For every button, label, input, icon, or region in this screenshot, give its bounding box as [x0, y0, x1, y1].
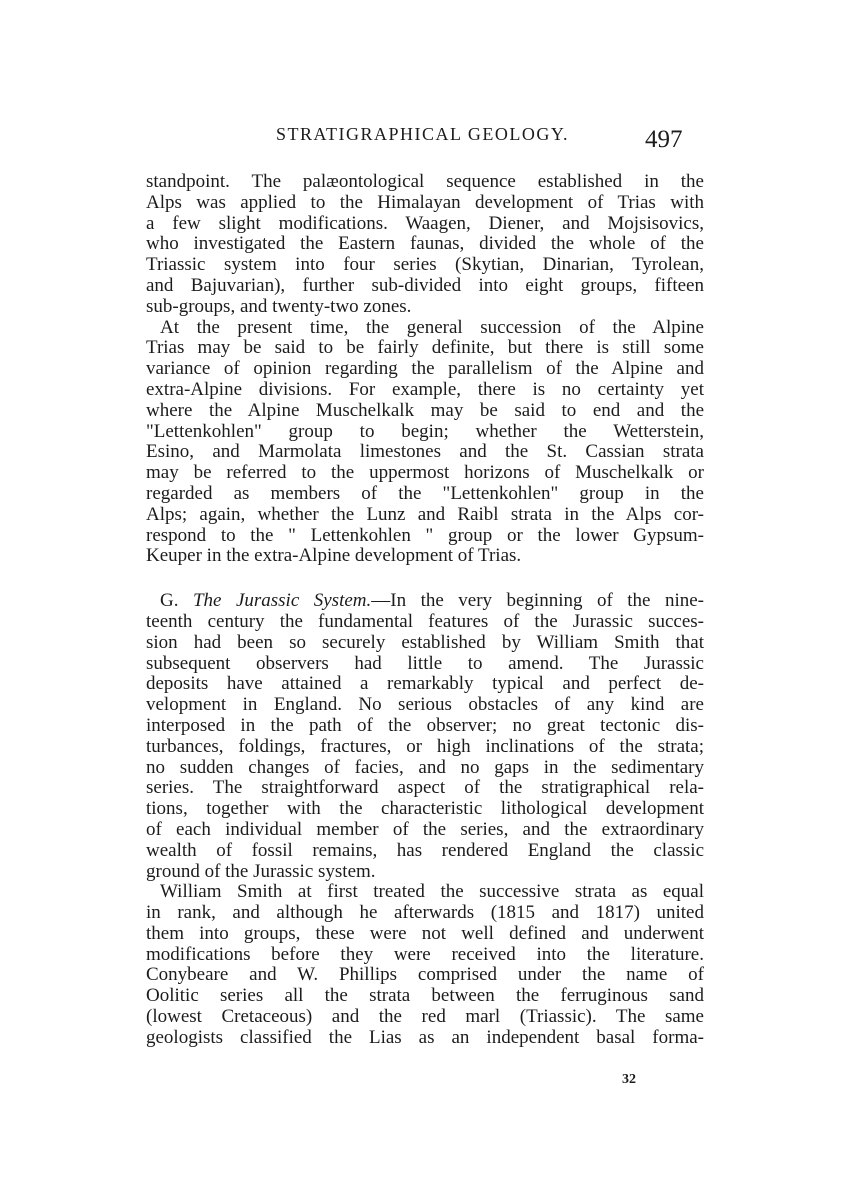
text-line: variance of opinion regarding the parallelism of the Alpine and — [146, 358, 704, 380]
text-line: William Smith at first treated the successive strata as equal — [160, 881, 704, 903]
text-line: Keuper in the extra-Alpine development of Trias. — [146, 545, 522, 567]
text-line: them into groups, these were not well defined and underwent — [146, 922, 704, 944]
text-line: Oolitic series all the strata between the ferruginous sand — [146, 985, 704, 1007]
text-line: where the Alpine Muschelkalk may be said to end and the — [146, 399, 704, 421]
text-line: standpoint. The palæontological sequence established in the — [146, 171, 704, 192]
text-line: At the present time, the general succession of the Alpine — [160, 316, 704, 338]
text-line: Alps; again, whether the Lunz and Raibl strata in the Alps cor- — [146, 503, 704, 525]
paragraph-jurassic-system — [146, 591, 704, 882]
page-number: 497 — [645, 126, 683, 153]
text-line: teenth century the fundamental features of the Jurassic succes- — [146, 610, 704, 632]
text-line: regarded as members of the "Lettenkohlen" group in the — [146, 482, 704, 504]
section-heading-text: —In the very beginning of the nine- — [371, 590, 704, 612]
text-line: interposed in the path of the observer; no great tectonic dis- — [146, 714, 704, 736]
text-line: geologists classified the Lias as an independent basal forma- — [146, 1026, 704, 1048]
body-text — [146, 172, 704, 1049]
text-line: wealth of fossil remains, has rendered England the classic — [146, 839, 704, 861]
text-line: subsequent observers had little to amend. The Jurassic — [146, 652, 704, 674]
text-line: deposits have attained a remarkably typical and perfect de- — [146, 673, 704, 695]
text-line: respond to the " Lettenkohlen " group or the lower Gypsum- — [146, 524, 704, 546]
running-title: STRATIGRAPHICAL GEOLOGY. — [276, 124, 570, 144]
section-heading-line — [146, 591, 704, 612]
paragraph-alpine-trias — [146, 318, 704, 568]
paragraph-william-smith — [146, 882, 704, 1048]
text-line: (lowest Cretaceous) and the red marl (Triassic). The same — [146, 1006, 704, 1028]
section-letter: G. — [160, 590, 179, 612]
section-title: The Jurassic System. — [192, 590, 372, 612]
text-line: Esino, and Marmolata limestones and the St. Cassian strata — [146, 441, 704, 463]
text-line: Triassic system into four series (Skytian, Dinarian, Tyrolean, — [146, 254, 704, 276]
text-line: tions, together with the characteristic lithological development — [146, 798, 704, 820]
text-line: turbances, foldings, fractures, or high inclinations of the strata; — [146, 735, 704, 757]
text-line: no sudden changes of facies, and no gaps in the sedimentary — [146, 756, 704, 778]
text-line: who investigated the Eastern faunas, divided the whole of the — [146, 233, 704, 255]
text-line: "Lettenkohlen" group to begin; whether the Wetterstein, — [146, 420, 704, 442]
text-line: extra-Alpine divisions. For example, there is no certainty yet — [146, 378, 704, 400]
text-line: a few slight modifications. Waagen, Diener, and Mojsisovics, — [146, 212, 704, 234]
text-line: Conybeare and W. Phillips comprised under the name of — [146, 964, 704, 986]
text-line: sion had been so securely established by William Smith that — [146, 631, 704, 653]
text-line: velopment in England. No serious obstacles of any kind are — [146, 694, 704, 716]
section-gap — [146, 567, 704, 591]
text-line: Trias may be said to be fairly definite, but there is still some — [146, 337, 704, 359]
text-line: and Bajuvarian), further sub-divided into eight groups, fifteen — [146, 274, 704, 296]
text-line: modifications before they were received into the literature. — [146, 943, 704, 965]
paragraph-triassic-sequence — [146, 172, 704, 318]
text-line: may be referred to the uppermost horizons of Muschelkalk or — [146, 462, 704, 484]
text-line: of each individual member of the series, and the extraordinary — [146, 818, 704, 840]
signature-mark: 32 — [622, 1072, 636, 1087]
text-line: sub-groups, and twenty-two zones. — [146, 295, 412, 317]
text-line: Alps was applied to the Himalayan development of Trias with — [146, 191, 704, 213]
text-line: series. The straightforward aspect of the stratigraphical rela- — [146, 777, 704, 799]
text-line: ground of the Jurassic system. — [146, 860, 376, 882]
text-line: in rank, and although he afterwards (1815 and 1817) united — [146, 902, 704, 924]
